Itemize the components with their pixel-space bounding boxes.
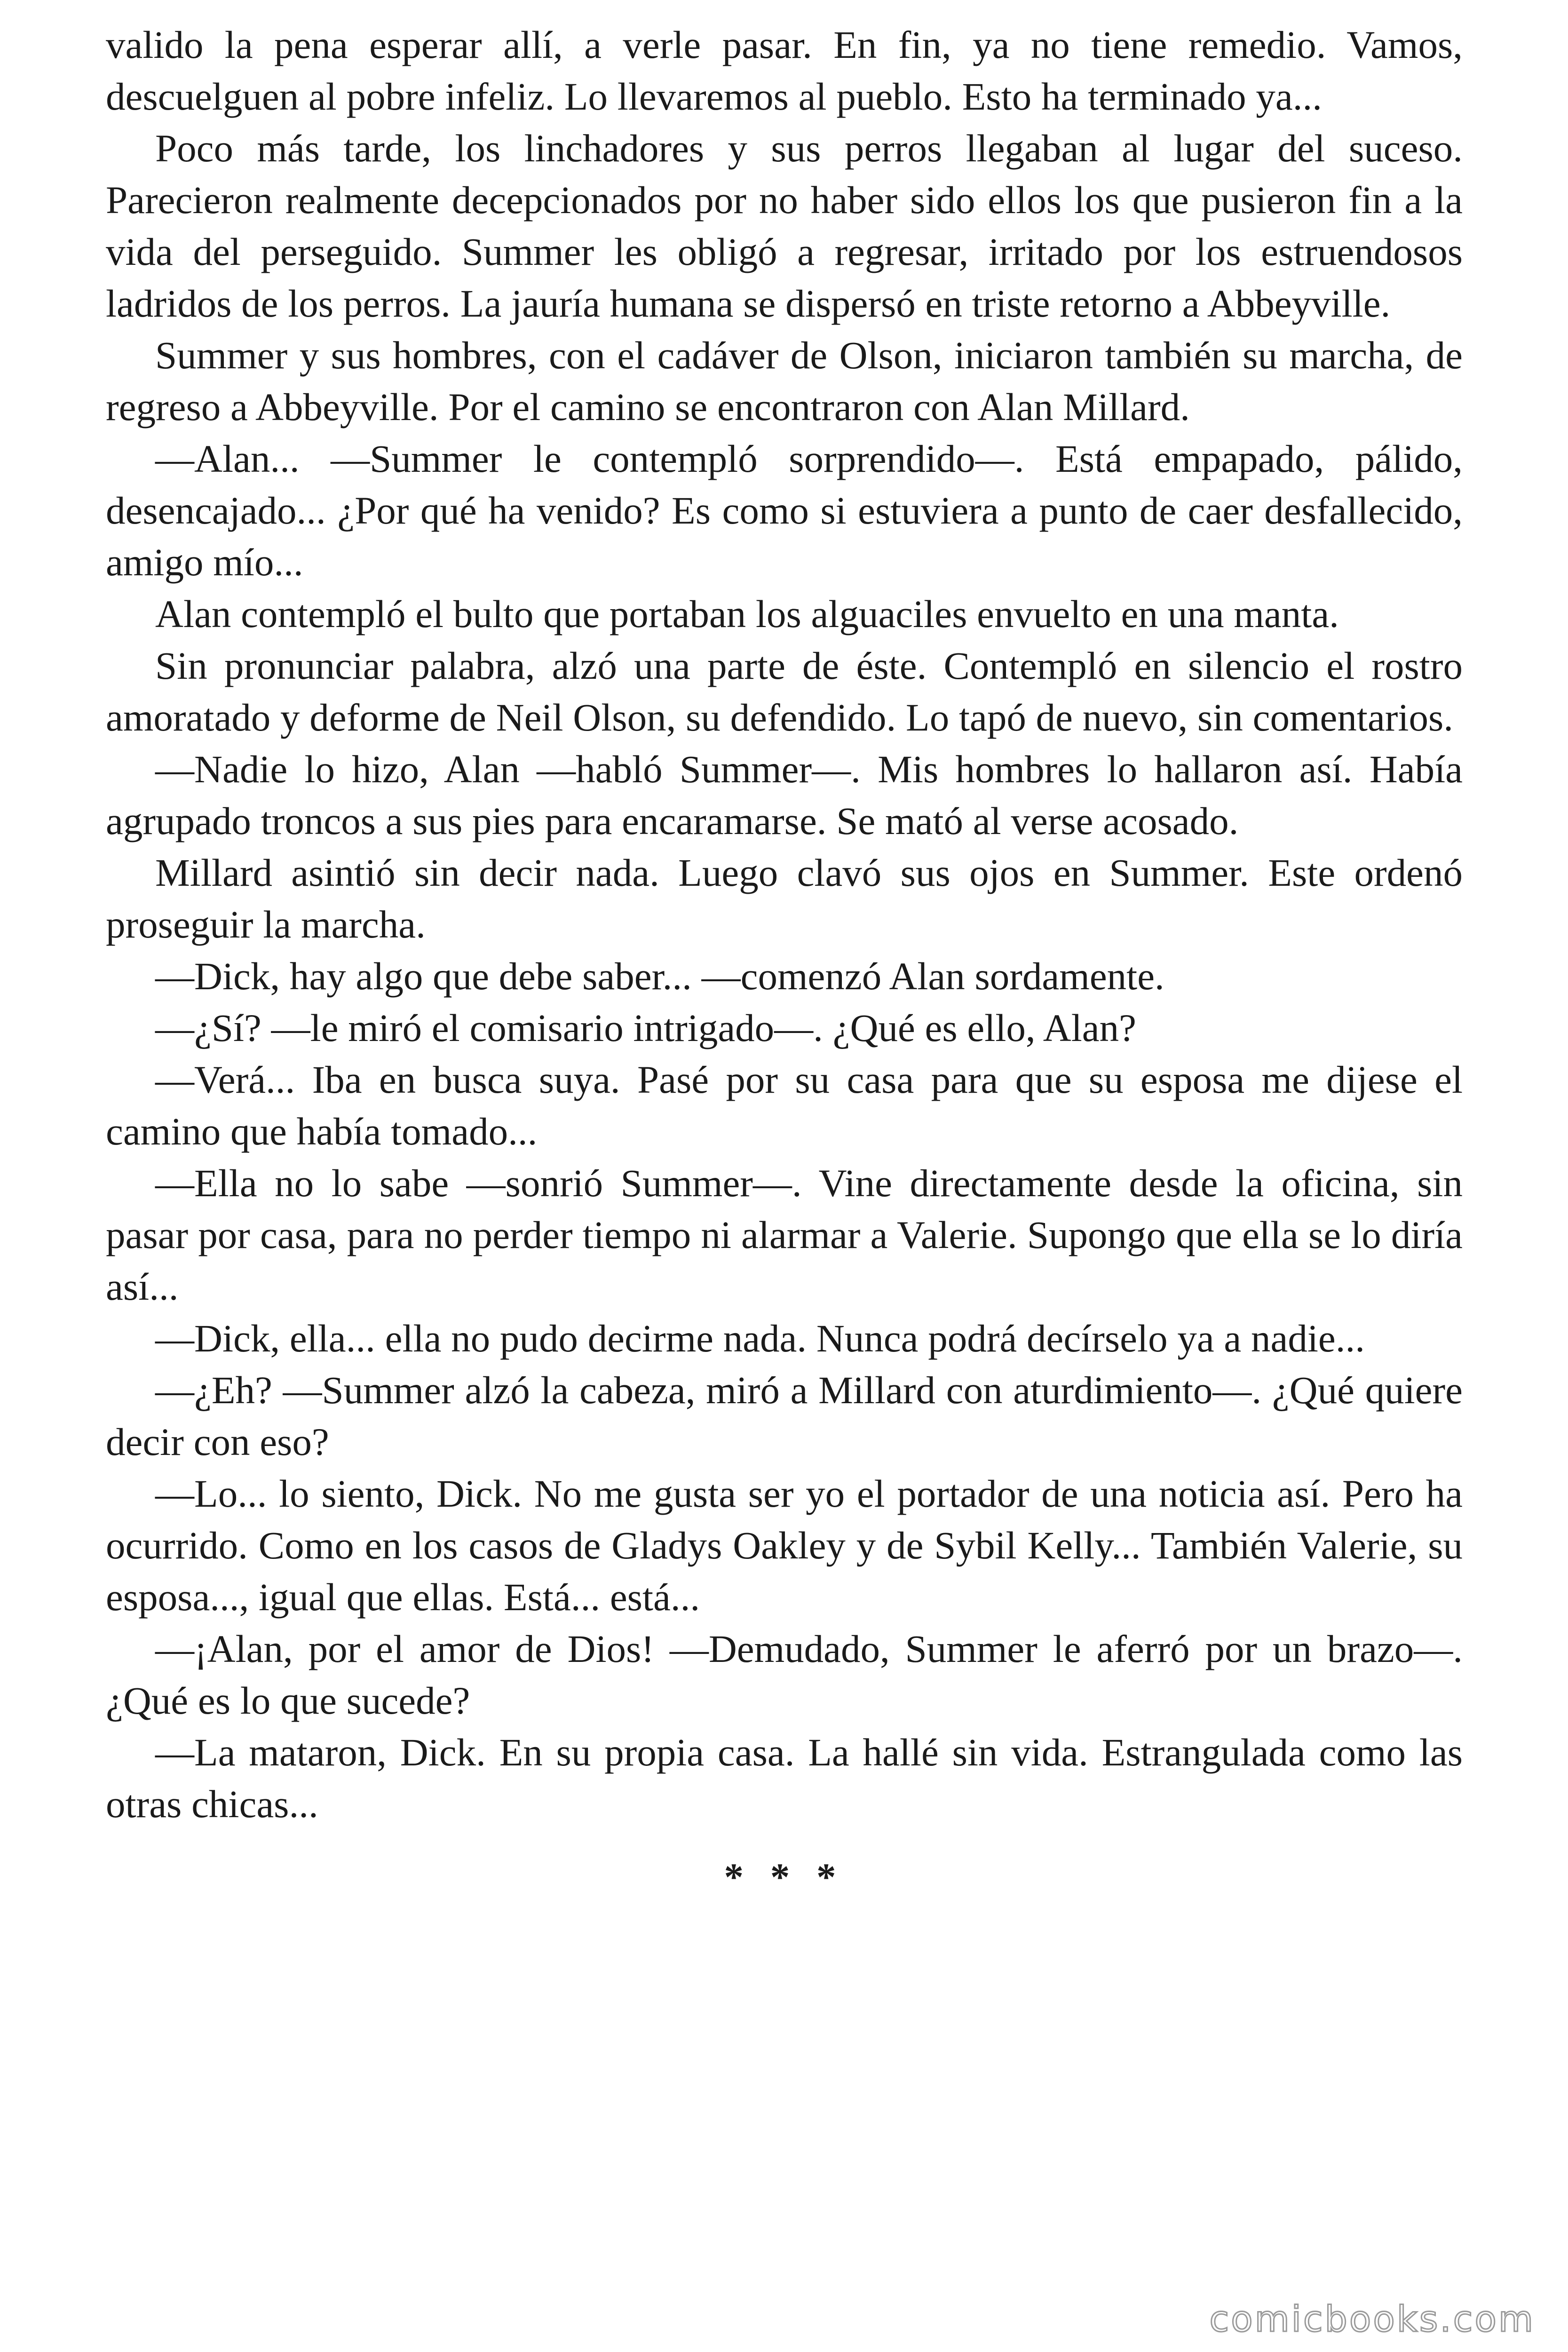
section-separator: * * * (724, 1855, 845, 1899)
paragraph: —¡Alan, por el amor de Dios! —Demudado, Summer le aferró por un brazo—. ¿Qué es lo que sucede? (106, 1627, 1463, 1722)
paragraph: Poco más tarde, los linchadores y sus perros llegaban al lugar del suceso. Parecieron realmente decepcionados por no haber sido ellos los que pusieron fin a la vida del perseguido. Summer les obligó a regresar, irritado por los estruendosos ladridos de los perros. La jauría humana se dispersó en triste retorno a Abbeyville. (106, 127, 1463, 325)
paragraph: Sin pronunciar palabra, alzó una parte de éste. Contempló en silencio el rostro amoratado y deforme de Neil Olson, su defendido. Lo tapó de nuevo, sin comentarios. (106, 644, 1463, 739)
paragraph: —Lo... lo siento, Dick. No me gusta ser yo el portador de una noticia así. Pero ha ocurrido. Como en los casos de Gladys Oakley y de Sybil Kelly... También Valerie, su esposa..., igual que ellas. Está... está... (106, 1472, 1463, 1619)
paragraph: —¿Sí? —le miró el comisario intrigado—. ¿Qué es ello, Alan? (155, 1006, 1136, 1049)
paragraph: —Nadie lo hizo, Alan —habló Summer—. Mis hombres lo hallaron así. Había agrupado troncos a sus pies para encaramarse. Se mató al verse acosado. (106, 747, 1463, 842)
paragraph: —Verá... Iba en busca suya. Pasé por su casa para que su esposa me dijese el camino que había tomado... (106, 1058, 1463, 1153)
paragraph: Alan contempló el bulto que portaban los alguaciles envuelto en una manta. (155, 592, 1339, 636)
paragraph: valido la pena esperar allí, a verle pasar. En fin, ya no tiene remedio. Vamos, descuelguen al pobre infeliz. Lo llevaremos al pueblo. Esto ha terminado ya... (106, 23, 1463, 118)
paragraph: Millard asintió sin decir nada. Luego clavó sus ojos en Summer. Este ordenó proseguir la marcha. (106, 851, 1463, 946)
paragraph: —¿Eh? —Summer alzó la cabeza, miró a Millard con aturdimiento—. ¿Qué quiere decir con eso? (106, 1368, 1463, 1463)
watermark-logo: comicbooks.com (1209, 2298, 1535, 2340)
paragraph: —Alan... —Summer le contempló sorprendido—. Está empapado, pálido, desencajado... ¿Por qué ha venido? Es como si estuviera a punto de caer desfallecido, amigo mío... (106, 437, 1463, 584)
book-page (106, 19, 1463, 1903)
paragraph: —La mataron, Dick. En su propia casa. La hallé sin vida. Estrangulada como las otras chicas... (106, 1731, 1463, 1826)
paragraph: —Ella no lo sabe —sonrió Summer—. Vine directamente desde la oficina, sin pasar por casa, para no perder tiempo ni alarmar a Valerie. Supongo que ella se lo diría así... (106, 1161, 1463, 1308)
paragraph: —Dick, hay algo que debe saber... —comenzó Alan sordamente. (155, 954, 1164, 998)
paragraph: —Dick, ella... ella no pudo decirme nada. Nunca podrá decírselo ya a nadie... (155, 1317, 1365, 1360)
paragraph: Summer y sus hombres, con el cadáver de Olson, iniciaron también su marcha, de regreso a Abbeyville. Por el camino se encontraron con Alan Millard. (106, 334, 1463, 429)
